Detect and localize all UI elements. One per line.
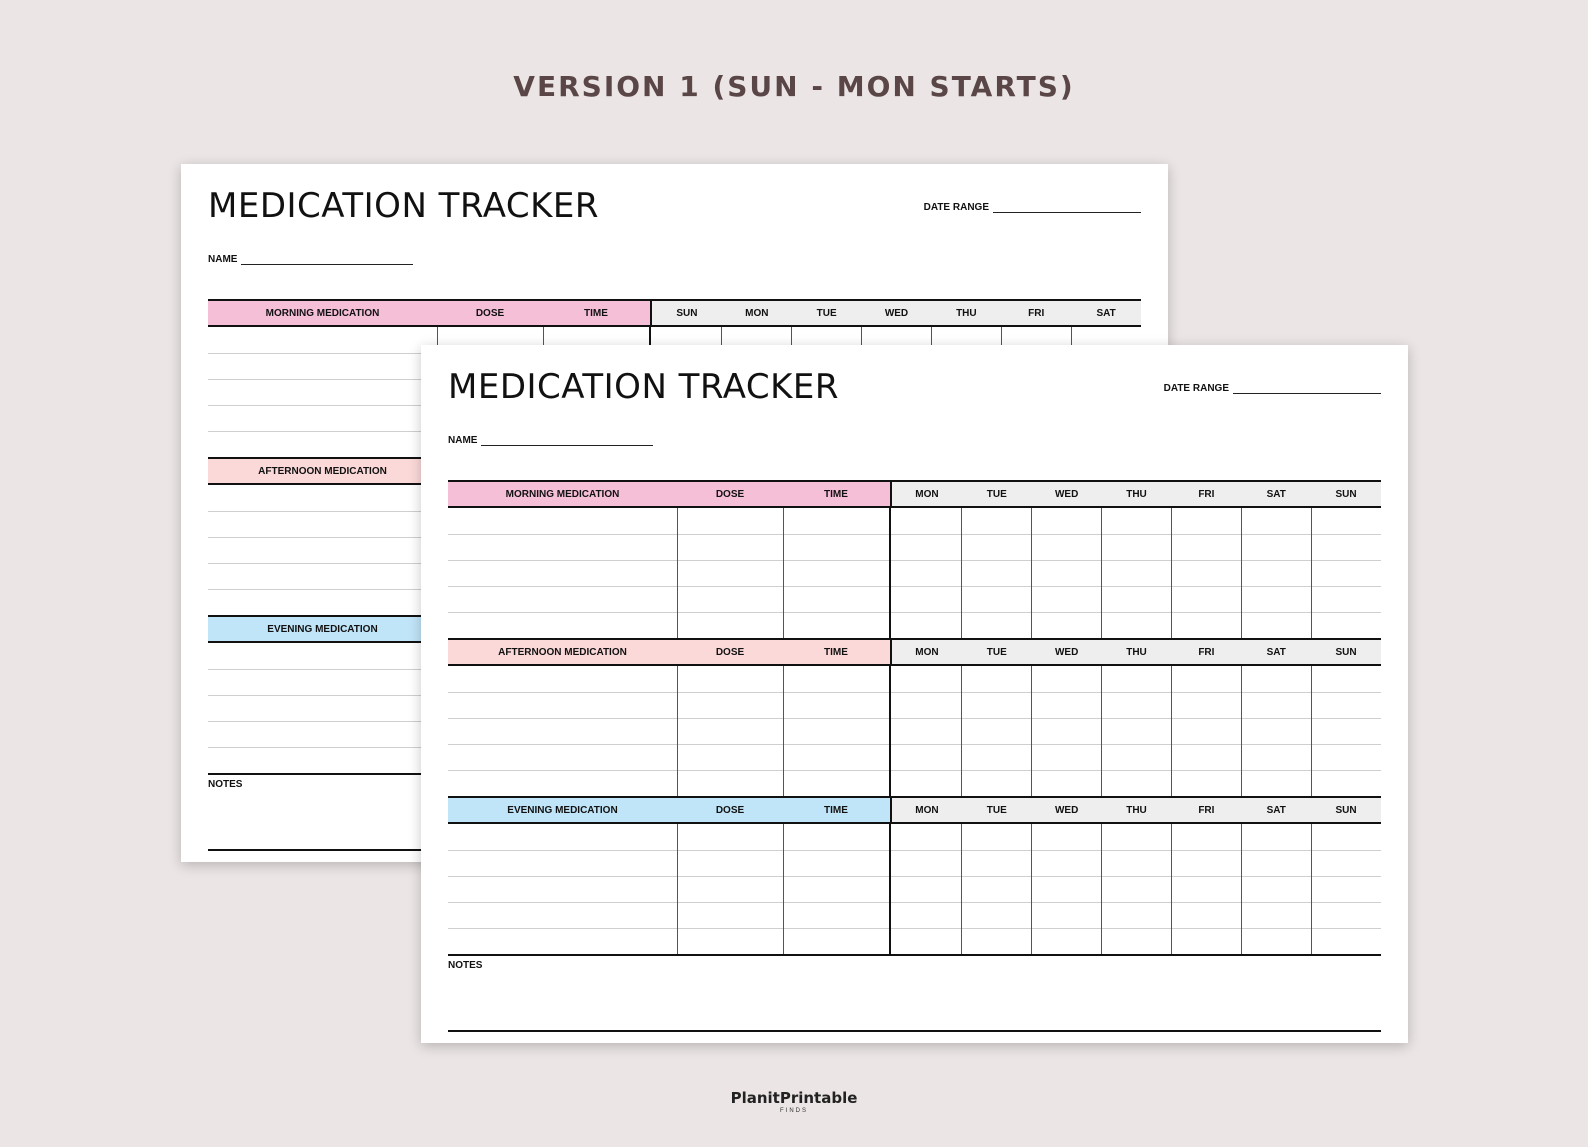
sheet-title: MEDICATION TRACKER xyxy=(208,186,600,226)
day-header: SAT xyxy=(1096,307,1116,319)
column-divider xyxy=(961,666,962,796)
column-divider xyxy=(677,824,678,954)
day-header: SAT xyxy=(1266,804,1286,816)
column-divider xyxy=(1101,666,1102,796)
entry-rows[interactable] xyxy=(448,824,1381,954)
name-label: NAME xyxy=(208,254,238,265)
day-headers xyxy=(892,640,1381,664)
brand-logo xyxy=(0,1089,1588,1114)
day-header: THU xyxy=(1126,488,1147,500)
entry-rows[interactable] xyxy=(448,508,1381,638)
section-header-label-group xyxy=(448,798,892,822)
medication-column-header: MORNING MEDICATION xyxy=(505,488,620,500)
day-header: THU xyxy=(1126,804,1147,816)
day-header: SUN xyxy=(1335,646,1357,658)
name-line[interactable] xyxy=(481,435,653,446)
dose-column-header: DOSE xyxy=(715,804,745,816)
column-divider xyxy=(1031,508,1032,638)
day-header: TUE xyxy=(816,307,837,319)
time-column-header: TIME xyxy=(824,488,848,500)
day-header: MON xyxy=(915,804,939,816)
column-divider xyxy=(677,666,678,796)
date-range-label: DATE RANGE xyxy=(1163,383,1229,394)
column-divider xyxy=(1171,666,1172,796)
day-header: FRI xyxy=(1198,646,1215,658)
date-range-field[interactable] xyxy=(924,202,1141,213)
day-headers xyxy=(892,482,1381,506)
day-header: SAT xyxy=(1266,488,1286,500)
day-header: FRI xyxy=(1198,488,1215,500)
day-header: WED xyxy=(1054,488,1079,500)
notes-area[interactable] xyxy=(448,954,1381,1032)
day-headers xyxy=(652,301,1141,325)
medication-column-header: AFTERNOON MEDICATION xyxy=(258,465,387,477)
day-header: MON xyxy=(915,488,939,500)
day-header: THU xyxy=(1126,646,1147,658)
column-divider xyxy=(677,508,678,638)
day-header: SUN xyxy=(1335,804,1357,816)
column-divider xyxy=(1101,824,1102,954)
name-line[interactable] xyxy=(241,254,413,265)
column-divider xyxy=(1311,508,1312,638)
name-field[interactable] xyxy=(448,435,653,446)
section-header xyxy=(448,798,1381,824)
column-divider xyxy=(783,666,784,796)
day-header: WED xyxy=(1054,646,1079,658)
date-range-line[interactable] xyxy=(1233,383,1381,394)
column-divider xyxy=(1171,824,1172,954)
notes-label: NOTES xyxy=(208,779,243,790)
tracker-sheet-front xyxy=(421,345,1408,1043)
column-divider xyxy=(961,508,962,638)
brand-name: PlanitPrintable xyxy=(730,1089,858,1107)
column-divider xyxy=(1311,824,1312,954)
column-divider xyxy=(889,824,891,954)
brand-tagline: FINDS xyxy=(780,1108,808,1114)
medication-column-header: EVENING MEDICATION xyxy=(507,804,618,816)
day-header: SUN xyxy=(676,307,698,319)
day-header: FRI xyxy=(1028,307,1045,319)
column-divider xyxy=(889,508,891,638)
column-divider xyxy=(1101,508,1102,638)
column-divider xyxy=(1031,824,1032,954)
day-header: SUN xyxy=(1335,488,1357,500)
name-field[interactable] xyxy=(208,254,413,265)
medication-column-header: MORNING MEDICATION xyxy=(265,307,380,319)
afternoon-section xyxy=(448,638,1381,796)
day-header: WED xyxy=(884,307,909,319)
page-heading: VERSION 1 (SUN - MON STARTS) xyxy=(513,70,1075,103)
day-header: SAT xyxy=(1266,646,1286,658)
notes-label: NOTES xyxy=(448,960,483,971)
date-range-label: DATE RANGE xyxy=(923,202,989,213)
day-header: MON xyxy=(915,646,939,658)
time-column-header: TIME xyxy=(824,804,848,816)
day-header: WED xyxy=(1054,804,1079,816)
day-header: TUE xyxy=(986,488,1007,500)
date-range-field[interactable] xyxy=(1164,383,1381,394)
medication-column-header: EVENING MEDICATION xyxy=(267,623,378,635)
date-range-line[interactable] xyxy=(993,202,1141,213)
section-header xyxy=(448,482,1381,508)
time-column-header: TIME xyxy=(824,646,848,658)
column-divider xyxy=(1311,666,1312,796)
day-header: MON xyxy=(745,307,769,319)
evening-section xyxy=(448,796,1381,954)
tracker-grid xyxy=(448,480,1381,1032)
section-header xyxy=(448,640,1381,666)
day-header: TUE xyxy=(986,646,1007,658)
section-header-label-group xyxy=(448,482,892,506)
day-header: THU xyxy=(956,307,977,319)
dose-column-header: DOSE xyxy=(715,488,745,500)
column-divider xyxy=(783,508,784,638)
column-divider xyxy=(783,824,784,954)
column-divider xyxy=(1241,824,1242,954)
section-header-label-group xyxy=(208,301,652,325)
entry-rows[interactable] xyxy=(448,666,1381,796)
sheet-title: MEDICATION TRACKER xyxy=(448,367,840,407)
column-divider xyxy=(1171,508,1172,638)
column-divider xyxy=(889,666,891,796)
day-header: TUE xyxy=(986,804,1007,816)
dose-column-header: DOSE xyxy=(715,646,745,658)
section-header-label-group xyxy=(448,640,892,664)
day-header: FRI xyxy=(1198,804,1215,816)
name-label: NAME xyxy=(448,435,478,446)
column-divider xyxy=(1241,508,1242,638)
column-divider xyxy=(1241,666,1242,796)
dose-column-header: DOSE xyxy=(475,307,505,319)
day-headers xyxy=(892,798,1381,822)
column-divider xyxy=(961,824,962,954)
column-divider xyxy=(1031,666,1032,796)
medication-column-header: AFTERNOON MEDICATION xyxy=(498,646,627,658)
morning-section xyxy=(448,480,1381,638)
time-column-header: TIME xyxy=(584,307,608,319)
section-header xyxy=(208,301,1141,327)
